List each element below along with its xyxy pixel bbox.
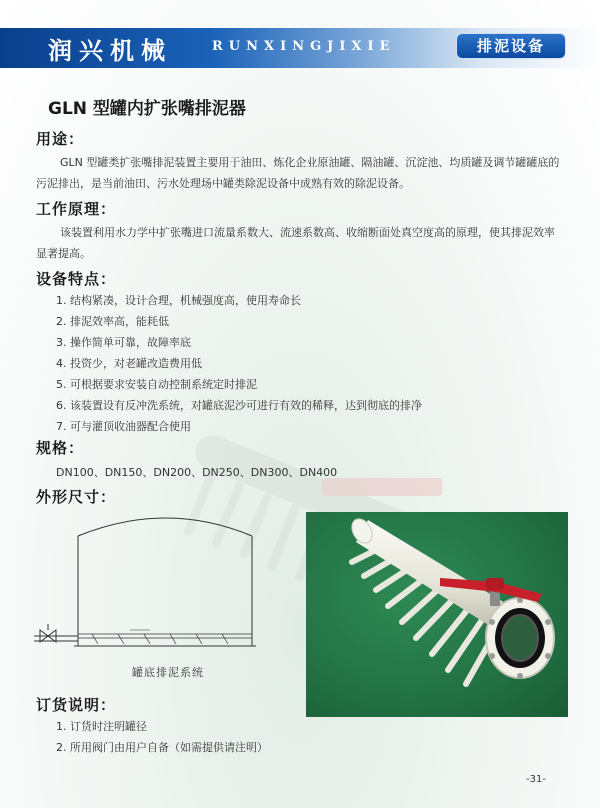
specs-heading: 规格： [36,439,85,457]
features-list [56,290,422,437]
feature-item: 3. 操作简单可靠，故障率底 [56,336,191,349]
specs-text: DN100、DN150、DN200、DN250、DN300、DN400 [56,466,338,479]
brand-name-cn: 润兴机械 [48,37,172,65]
diagram-caption: 罐底排泥系统 [132,666,204,679]
order-item: 1. 订货时注明罐径 [56,720,147,733]
order-list [56,716,268,758]
principle-text: 该装置利用水力学中扩张嘴进口流量系数大、流速系数高、收缩断面处真空度高的原理，使其排泥效率显著提高。 [36,226,555,260]
order-item: 2. 所用阀门由用户自备（如需提供请注明） [56,741,268,754]
usage-text: GLN 型罐类扩张嘴排泥装置主要用于油田、炼化企业原油罐、隔油罐、沉淀池、均质罐及调节罐罐底的污泥排出，是当前油田、污水处理场中罐类除泥设备中成熟有效的除泥设备。 [36,156,560,190]
category-tag: 排泥设备 [456,33,566,59]
brand-name-en: RUNXINGJIXIE [212,39,396,54]
feature-item: 2. 排泥效率高，能耗低 [56,315,169,328]
principle-heading: 工作原理： [36,200,117,218]
product-title: GLN 型罐内扩张嘴排泥器 [48,99,246,119]
feature-item: 6. 该装置设有反冲洗系统，对罐底泥沙可进行有效的稀释，达到彻底的排净 [56,399,422,412]
feature-item: 7. 可与灌顶收油器配合使用 [56,420,191,433]
features-heading: 设备特点： [36,270,117,288]
feature-item: 1. 结构紧凑，设计合理，机械强度高，使用寿命长 [56,294,301,307]
product-photo [306,512,568,717]
sludge-discharger-illustration [306,512,568,717]
feature-item: 4. 投资少，对老罐改造费用低 [56,357,202,370]
tank-bottom-diagram [30,508,270,660]
page-number: -31- [526,774,546,785]
feature-item: 5. 可根据要求安装自动控制系统定时排泥 [56,378,257,391]
dimensions-heading: 外形尺寸： [36,488,117,506]
usage-heading: 用途： [36,130,85,148]
order-heading: 订货说明： [36,696,117,714]
